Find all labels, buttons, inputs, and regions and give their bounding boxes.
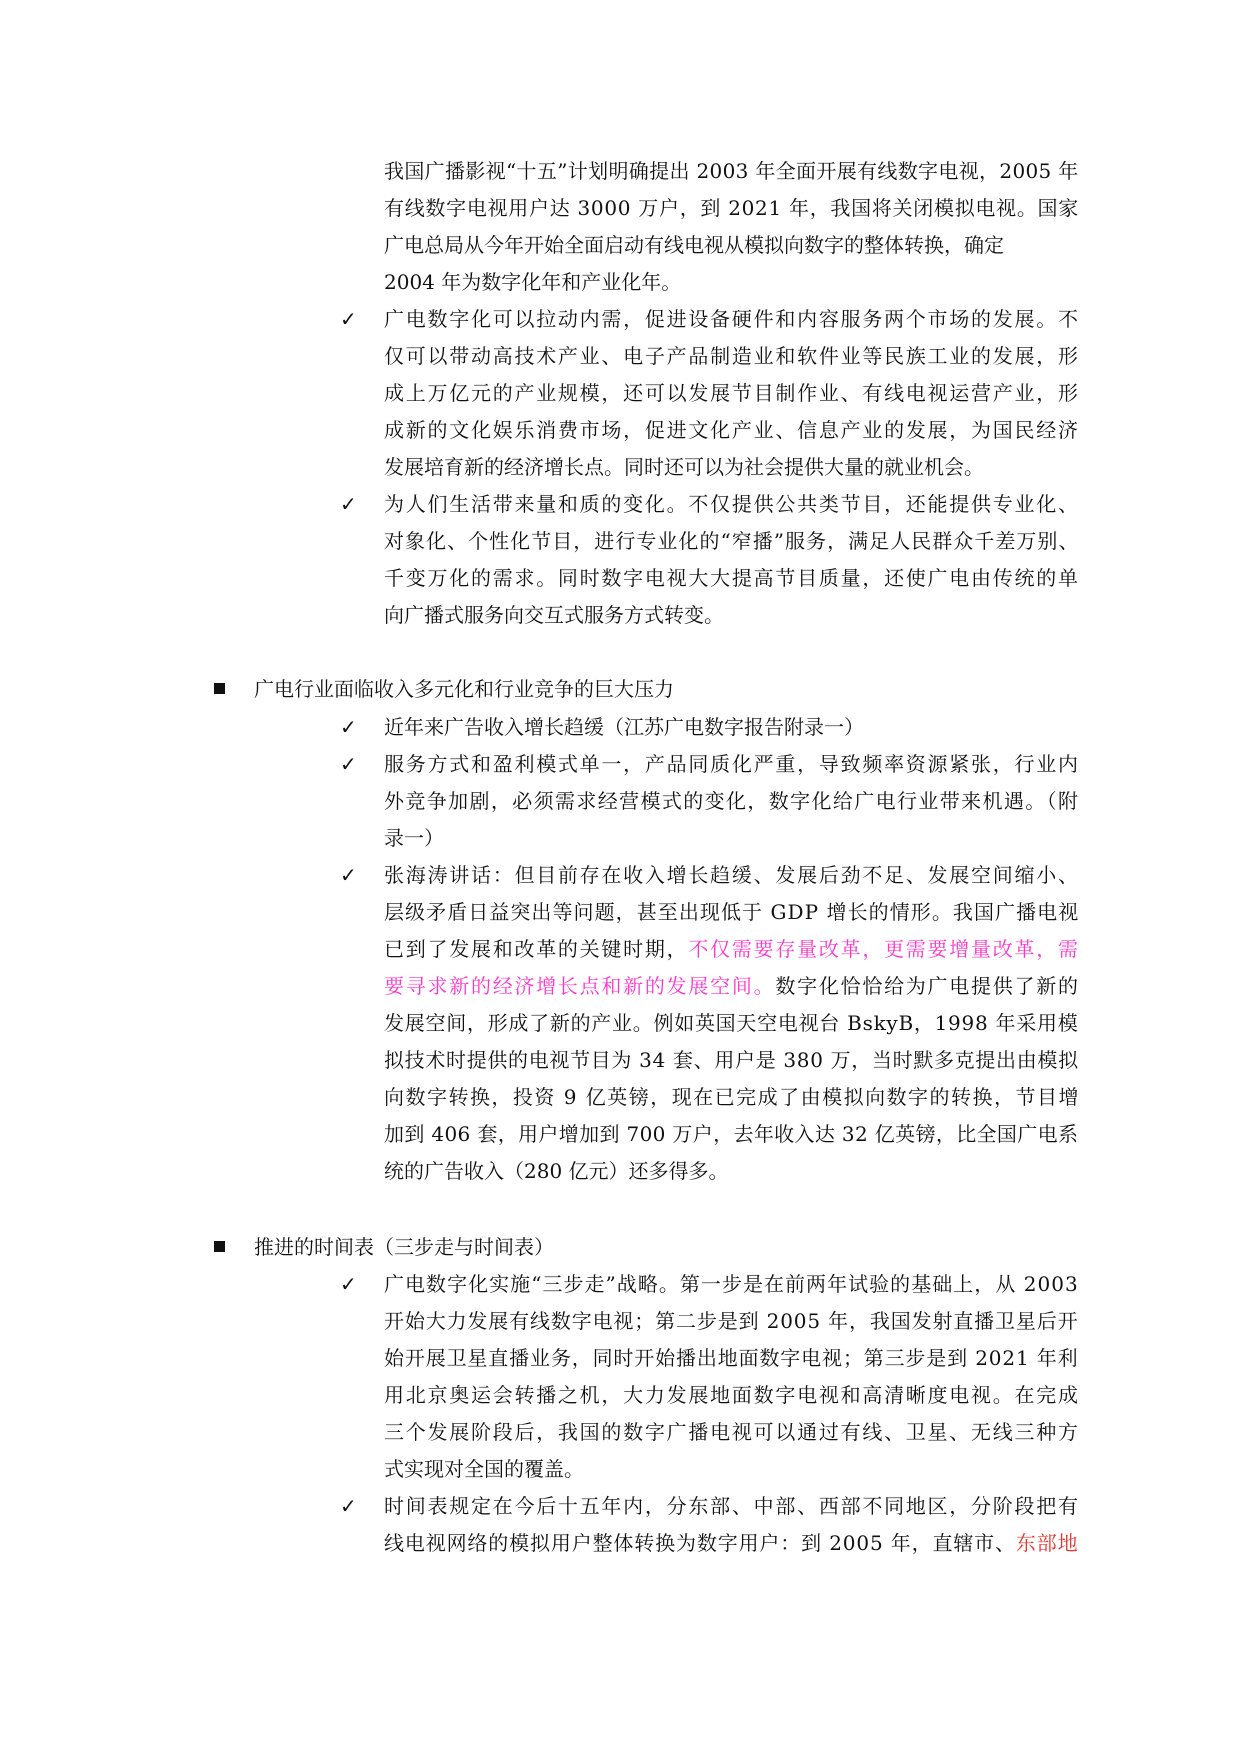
square-bullet-icon: [214, 683, 225, 694]
text-run: 线电视网络的模拟用户整体转换为数字用户：到 2005 年，直辖市、: [384, 1531, 1016, 1555]
text-line: 始开展卫星直播业务，同时开始播出地面数字电视；第三步是到 2021 年利: [384, 1346, 1079, 1370]
text-line: 仅可以带动高技术产业、电子产品制造业和软件业等民族工业的发展，形: [384, 344, 1080, 368]
check-mark-icon: ✓: [340, 715, 357, 739]
text-line: 向数字转换，投资 9 亿英镑，现在已完成了由模拟向数字的转换，节目增: [384, 1085, 1080, 1109]
text-line: 对象化、个性化节目，进行专业化的“窄播”服务，满足人民群众千差万别、: [384, 529, 1080, 553]
text-line: 用北京奥运会转播之机，大力发展地面数字电视和高清晰度电视。在完成: [384, 1383, 1080, 1407]
highlighted-text: 不仅需要存量改革，更需要增量改革，需: [688, 937, 1080, 961]
text-line: 广电数字化实施“三步走”战略。第一步是在前两年试验的基础上，从 2003: [384, 1272, 1079, 1296]
highlighted-text: 要寻求新的经济增长点和新的发展空间。: [384, 974, 776, 998]
check-mark-icon: ✓: [340, 863, 357, 887]
text-line: 录一）: [384, 826, 444, 850]
section-heading: 广电行业面临收入多元化和行业竞争的巨大压力: [254, 677, 674, 701]
square-bullet-icon: [214, 1241, 225, 1252]
text-line: [384, 1529, 1078, 1557]
text-line: 2004 年为数字化年和产业化年。: [384, 270, 682, 294]
text-line: 统的广告收入（280 亿元）还多得多。: [384, 1159, 729, 1183]
text-line: 千变万化的需求。同时数字电视大大提高节目质量，还使广电由传统的单: [384, 566, 1080, 590]
text-line: 加到 406 套，用户增加到 700 万户，去年收入达 32 亿英镑，比全国广电系: [384, 1122, 1079, 1146]
check-mark-icon: ✓: [340, 752, 357, 776]
text-line: [384, 972, 1080, 1000]
text-line: 成上万亿元的产业规模，还可以发展节目制作业、有线电视运营产业，形: [384, 381, 1080, 405]
text-line: 为人们生活带来量和质的变化。不仅提供公共类节目，还能提供专业化、: [384, 492, 1080, 516]
text-line: 近年来广告收入增长趋缓（江苏广电数字报告附录一）: [384, 715, 864, 739]
text-line: 式实现对全国的覆盖。: [384, 1457, 584, 1481]
text-line: 三个发展阶段后，我国的数字广播电视可以通过有线、卫星、无线三种方: [384, 1420, 1080, 1444]
text-line: 开始大力发展有线数字电视；第二步是到 2005 年，我国发射直播卫星后开: [384, 1309, 1079, 1333]
section-heading: 推进的时间表（三步走与时间表）: [254, 1235, 554, 1259]
text-line: 时间表规定在今后十五年内，分东部、中部、西部不同地区，分阶段把有: [384, 1494, 1080, 1518]
text-line: 服务方式和盈利模式单一，产品同质化严重，导致频率资源紧张，行业内: [384, 752, 1080, 776]
check-mark-icon: ✓: [340, 1494, 357, 1518]
text-line: 外竞争加剧，必须需求经营模式的变化，数字化给广电行业带来机遇。（附: [384, 789, 1080, 813]
text-line: 向广播式服务向交互式服务方式转变。: [384, 603, 724, 627]
text-run: 已到了发展和改革的关键时期，: [384, 937, 689, 961]
text-line: 有线数字电视用户达 3000 万户，到 2021 年，我国将关闭模拟电视。国家: [384, 196, 1079, 220]
red-highlighted-text: 东部地: [1015, 1531, 1079, 1555]
text-line: 张海涛讲话：但目前存在收入增长趋缓、发展后劲不足、发展空间缩小、: [384, 863, 1080, 887]
text-line: 我国广播影视“十五”计划明确提出 2003 年全面开展有线数字电视，2005 年: [384, 159, 1079, 183]
text-line: 发展培育新的经济增长点。同时还可以为社会提供大量的就业机会。: [384, 455, 984, 479]
text-line: [384, 935, 1080, 963]
text-line: 发展空间，形成了新的产业。例如英国天空电视台 BskyB，1998 年采用模: [384, 1011, 1079, 1035]
check-mark-icon: ✓: [340, 307, 357, 331]
text-line: 拟技术时提供的电视节目为 34 套、用户是 380 万，当时默多克提出由模拟: [384, 1048, 1079, 1072]
text-line: 成新的文化娱乐消费市场，促进文化产业、信息产业的发展，为国民经济: [384, 418, 1080, 442]
text-line: 层级矛盾日益突出等问题，甚至出现低于 GDP 增长的情形。我国广播电视: [384, 900, 1080, 924]
check-mark-icon: ✓: [340, 1272, 357, 1296]
text-line: 广电总局从今年开始全面启动有线电视从模拟向数字的整体转换，确定: [384, 233, 1004, 257]
text-run: 数字化恰恰给为广电提供了新的: [775, 974, 1080, 998]
text-line: 广电数字化可以拉动内需，促进设备硬件和内容服务两个市场的发展。不: [384, 307, 1080, 331]
check-mark-icon: ✓: [340, 492, 357, 516]
